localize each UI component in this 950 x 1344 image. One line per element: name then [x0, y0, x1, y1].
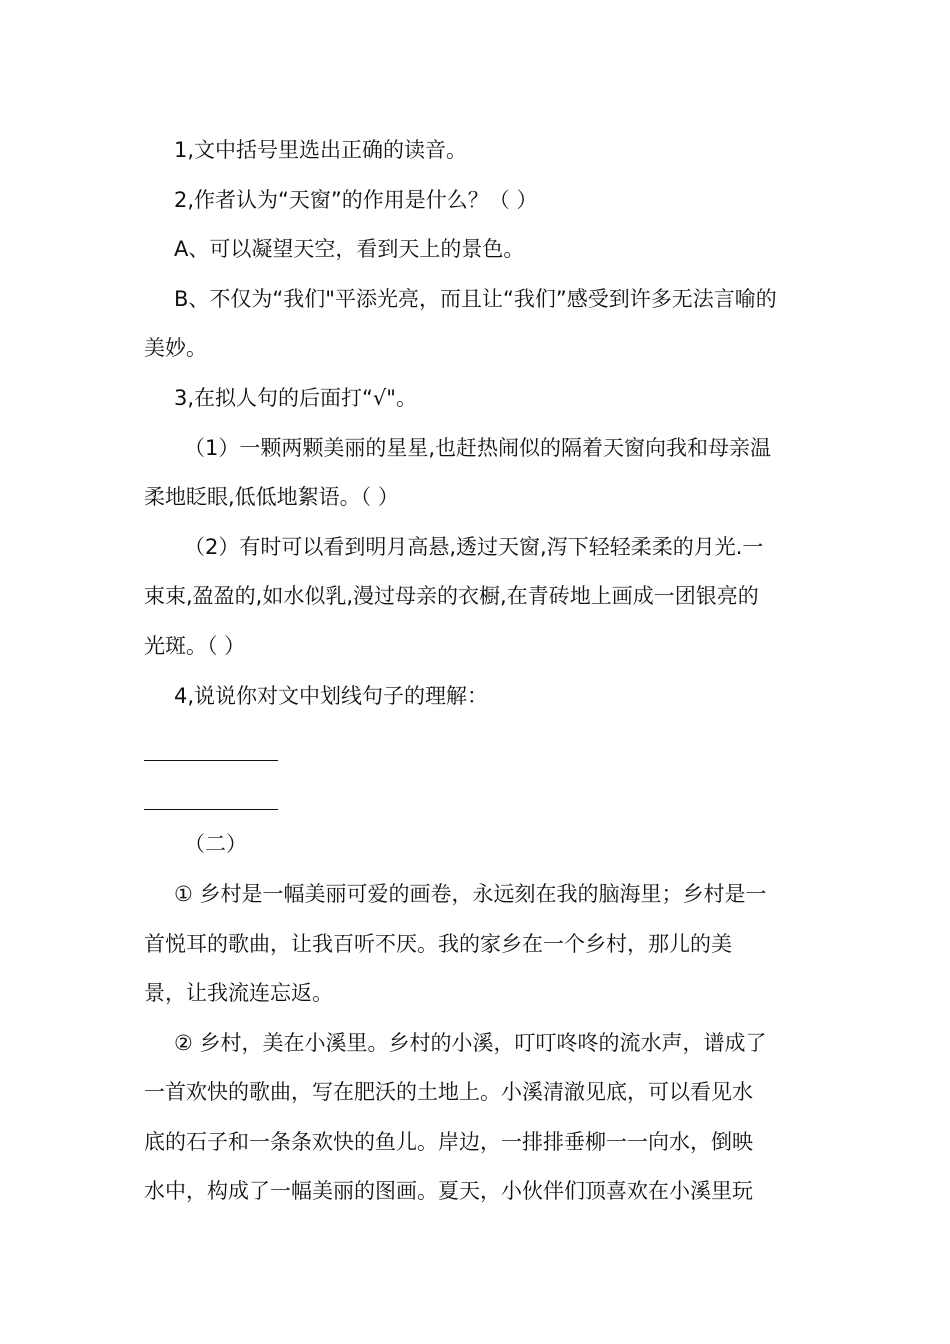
paragraph-1: ① 乡村是一幅美丽可爱的画卷，永远刻在我的脑海里；乡村是一	[174, 881, 767, 906]
sentence-2-end: 光斑。（ ）	[144, 633, 246, 658]
answer-blank-2	[144, 771, 808, 821]
paragraph-2: ② 乡村，美在小溪里。乡村的小溪，叮叮咚咚的流水声，谱成了	[174, 1030, 767, 1055]
question-2: 2,作者认为“天窗”的作用是什么？（ ）	[174, 187, 538, 212]
question-4: 4,说说你对文中划线句子的理解：	[174, 683, 489, 708]
document-page	[144, 126, 808, 1217]
question-3: 3,在拟人句的后面打“√"。	[174, 385, 417, 410]
sentence-1-continued: 柔地眨眼,低低地絮语。（ ）	[144, 485, 399, 510]
option-b-continued: 美妙。	[144, 336, 207, 361]
answer-line	[144, 809, 278, 810]
paragraph-2-line-2: 一首欢快的歌曲，写在肥沃的土地上。小溪清澈见底，可以看见水	[144, 1080, 753, 1105]
option-a: A、可以凝望天空，看到天上的景色。	[174, 237, 525, 262]
sentence-2-continued: 束束,盈盈的,如水似乳,漫过母亲的衣橱,在青砖地上画成一团银亮的	[144, 584, 759, 609]
option-b: B、不仅为“我们"平添光亮，而且让“我们”感受到许多无法言喻的	[174, 286, 777, 311]
paragraph-1-line-2: 首悦耳的歌曲，让我百听不厌。我的家乡在一个乡村，那儿的美	[144, 931, 732, 956]
paragraph-2-line-3: 底的石子和一条条欢快的鱼儿。岸边，一排排垂柳一一向水，倒映	[144, 1129, 753, 1154]
question-1: 1,文中括号里选出正确的读音。	[174, 138, 468, 162]
answer-blank-1	[144, 721, 808, 771]
answer-line	[144, 760, 278, 761]
sentence-1: （1）一颗两颗美丽的星星,也赶热闹似的隔着天窗向我和母亲温	[184, 435, 772, 460]
paragraph-1-line-3: 景，让我流连忘返。	[144, 981, 333, 1006]
section-heading: （二）	[184, 832, 247, 857]
paragraph-2-line-4: 水中，构成了一幅美丽的图画。夏天，小伙伴们顶喜欢在小溪里玩	[144, 1179, 753, 1204]
sentence-2: （2）有时可以看到明月高悬,透过天窗,泻下轻轻柔柔的月光.一	[184, 534, 764, 559]
